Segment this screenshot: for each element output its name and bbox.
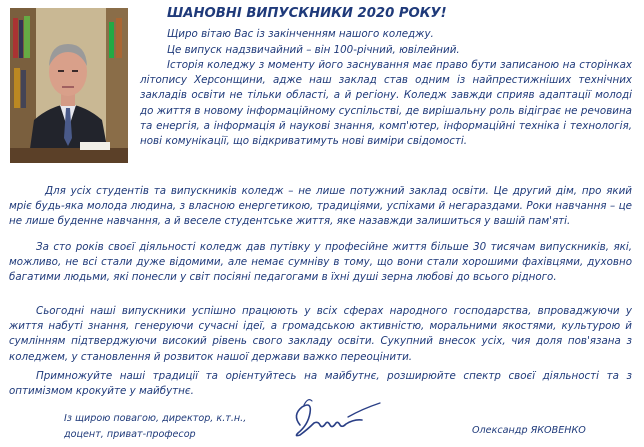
director-portrait <box>10 8 128 163</box>
handwritten-signature <box>288 395 388 443</box>
greeting-line-1: Щиро вітаю Вас із закінченням нашого коледжу. <box>167 28 434 40</box>
greeting-line-2: Це випуск надзвичайний – він 100-річний, ювілейний. <box>167 44 460 56</box>
signature-name: Олександр ЯКОВЕНКО <box>472 425 586 436</box>
paragraph-closing: Примножуйте наші традиції та орієнтуйтесь на майбутнє, розширюйте спектр своєї діяльності та з оптимізмом крокуйте у майбутнє. <box>9 370 632 398</box>
signature-title-line-2: доцент, приват-професор <box>64 429 196 440</box>
signature-title <box>64 411 246 443</box>
signature-title-line-1: Із щирою повагою, директор, к.т.н., <box>64 413 247 424</box>
page-title: ШАНОВНІ ВИПУСКНИКИ 2020 РОКУ! <box>167 6 447 21</box>
paragraph-history: Історія коледжу з моменту його заснування має право бути записаною на сторінках літопису Херсонщини, адже наш заклад став одним із найпрестижніших технічних закладів освіти не тільки області, а й регіону. Коледж завжди сприяв адаптації молоді до життя в новому інформаційному суспільстві, де вирішальну роль відіграє не речовина та енергія, а інформація й наукові знання, комп'ютер, інформаційні техніка і технологія, нові комунікації, що відкриватимуть нові виміри свідомості. <box>140 59 632 148</box>
paragraph-today: Сьогодні наші випускники успішно працюють у всіх сферах народного господарства, впроваджуючи у життя набуті знання, генеруючи сучасні ідеї, а громадською активністю, моральними якостями, культурою й сумлінням підтверджуючи високий рівень свого закладу освіти. Сукупний внесок усіх, чия доля пов'язана з коледжем, у становлення й розвиток нашої держави важко переоцінити. <box>9 305 632 363</box>
paragraph-graduates: За сто років своєї діяльності коледж дав путівку у професійне життя більше 30 тисячам випускників, які, можливо, не всі стали дуже відомими, але немає сумніву в тому, що вони стали хорошими фахівцями, духовно багатими людьми, які понесли у світ посіяні педагогами в їхні душі зерна любові до всього рідного. <box>9 241 632 284</box>
paragraph-home: Для усіх студентів та випускників коледж – не лише потужний заклад освіти. Це другий дім, про який мріє будь-яка молода людина, з власною енергетикою, традиціями, успіхами й негараздами. Роки навчання – це не лише буденне навчання, а й веселе студентське життя, яке назавжди залишиться у вашій пам'яті. <box>9 185 632 228</box>
